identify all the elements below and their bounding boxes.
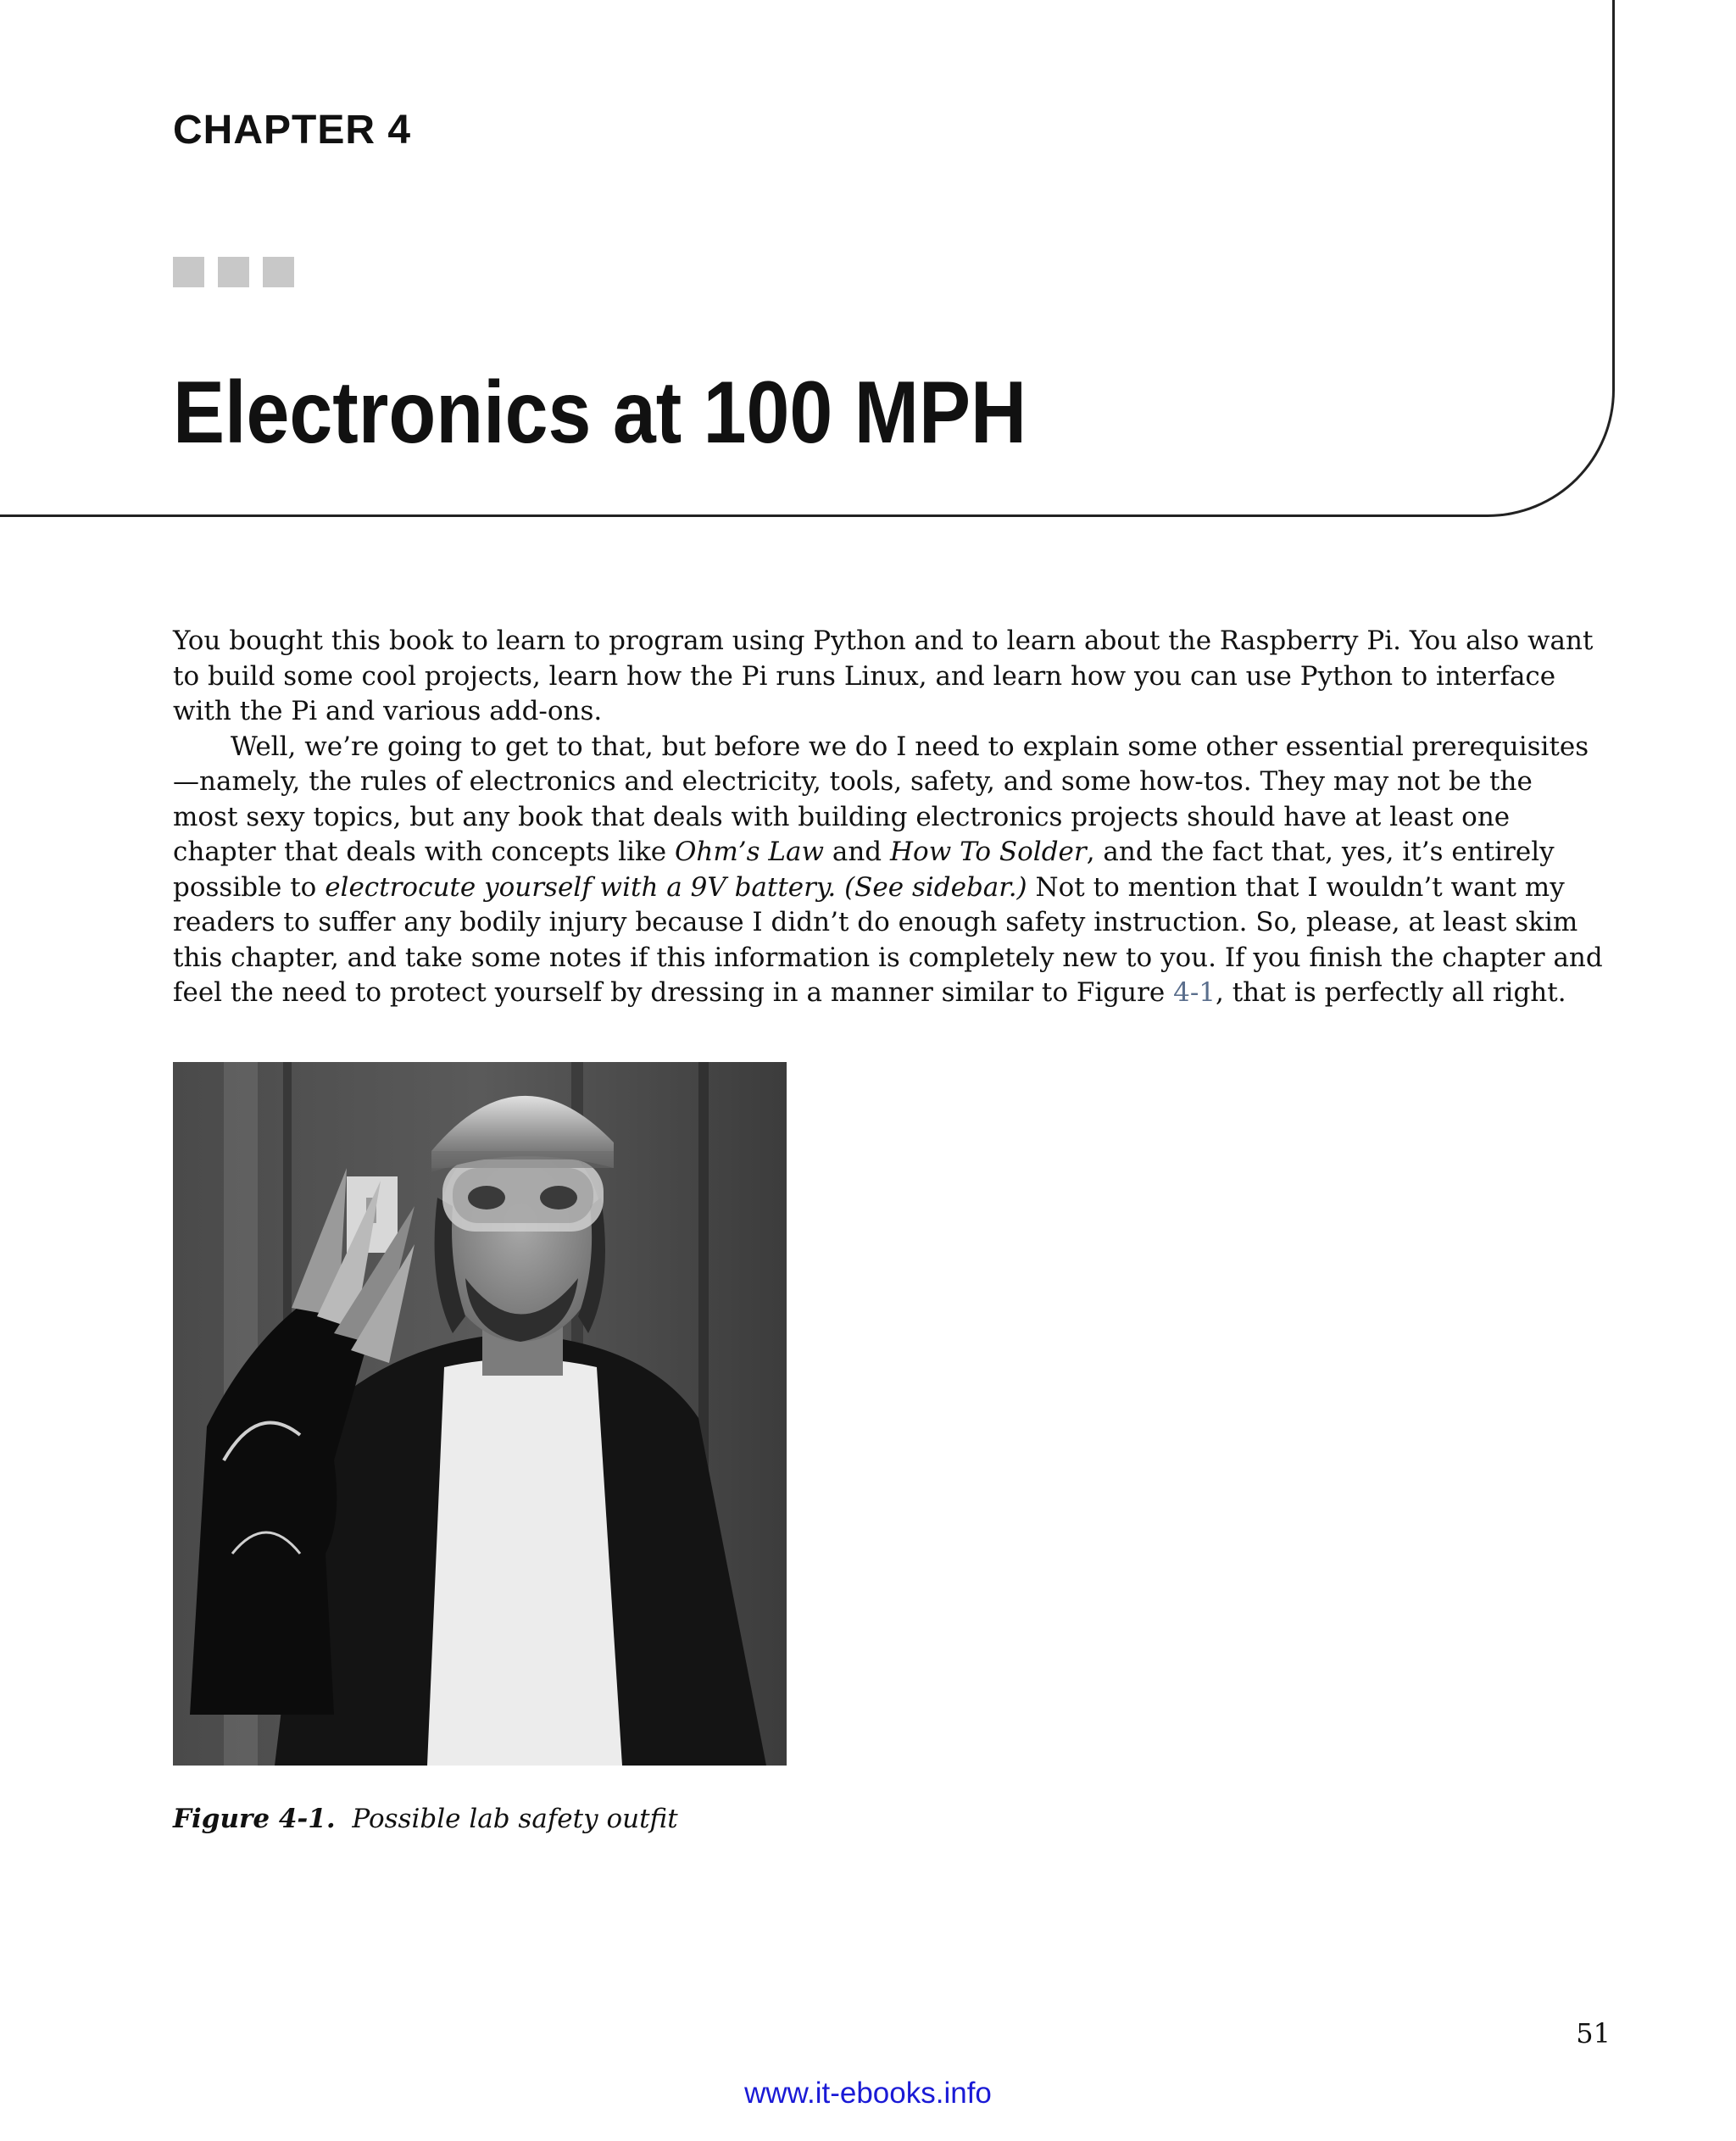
- paragraph-2-part-d: Not to mention that I wouldn’t want my readers to suffer any bodily injury because I didn’t do enough safety instruction. So, please, at least skim this chapter, and take some notes if this information is completely new to you. If you finish the chapter and feel the need to protect yourself by dressing in a manner similar to Figure: [173, 871, 1603, 1008]
- decorative-squares: [173, 257, 294, 287]
- figure-caption: [173, 1804, 678, 1834]
- how-to-solder-term: How To Solder: [890, 837, 1087, 867]
- square-icon: [263, 257, 294, 287]
- square-icon: [173, 257, 204, 287]
- paragraph-1: You bought this book to learn to program using Python and to learn about the Raspberry Pi. You also want to build some cool projects, learn how the Pi runs Linux, and learn how you can use Python to interface with the Pi and various add-ons.: [173, 626, 1594, 726]
- footer-website-link[interactable]: www.it-ebooks.info: [744, 2077, 992, 2110]
- figure-reference-link[interactable]: 4-1: [1173, 977, 1216, 1008]
- body-text: [173, 624, 1605, 1011]
- ohms-law-term: Ohm’s Law: [675, 837, 824, 867]
- chapter-title: Electronics at 100 MPH: [173, 364, 1027, 462]
- figure-photo: [173, 1062, 787, 1766]
- square-icon: [218, 257, 249, 287]
- lab-safety-outfit-photo: [173, 1062, 787, 1766]
- page-number: 51: [1576, 2017, 1611, 2049]
- paragraph-2-part-c: , and the fact that, yes, it’s entirely possible to: [173, 837, 1555, 903]
- figure-label: Figure 4-1.: [173, 1804, 336, 1834]
- chapter-label: CHAPTER 4: [173, 108, 412, 153]
- paragraph-2-part-a: Well, we’re going to get to that, but before we do I need to explain some other essential prerequisites—namely, the rules of electronics and electricity, tools, safety, and some how-tos. They may not be the most sexy topics, but any book that deals with building electronics projects should have at least one chapter that deals with concepts like: [173, 731, 1589, 867]
- paragraph-2-part-e: , that is perfectly all right.: [1216, 977, 1566, 1008]
- figure-caption-text: Possible lab safety outfit: [352, 1804, 678, 1834]
- battery-warning-term: electrocute yourself with a 9V battery. (See sidebar.): [325, 871, 1027, 903]
- paragraph-2-part-b: and: [824, 837, 890, 867]
- paragraph-2: [173, 730, 1605, 1011]
